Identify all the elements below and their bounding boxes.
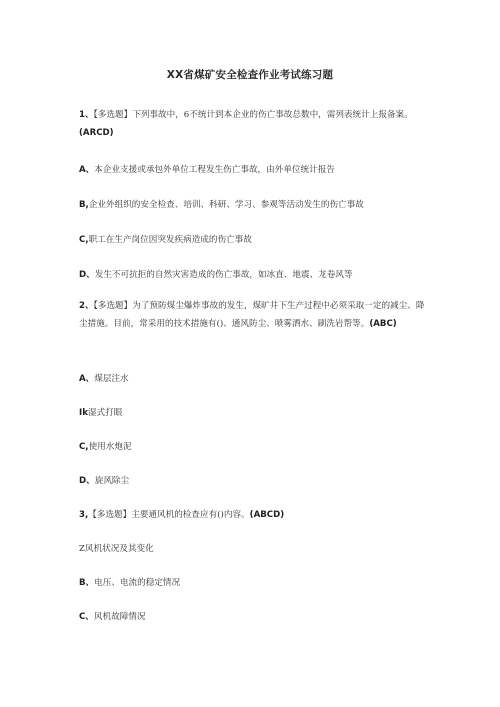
question-3-number: 3, xyxy=(79,510,89,520)
q2-option-a xyxy=(79,371,429,388)
q2-option-d-text: 旋风除尘 xyxy=(94,476,130,486)
q1-option-d-label: D、 xyxy=(79,270,95,280)
question-2-text: 【多选题】为了预防煤尘爆炸事故的发生，煤旷井下生产过程中必须采取一定的减尘、降尘措施。目前，常采用的技术措施有()、通风防尘、喷雾洒水、刷洗岩帮等。 xyxy=(79,301,425,329)
question-3-text: 【多选题】主要通风机的检查应有()内容。 xyxy=(88,510,250,520)
q3-option-b xyxy=(79,575,429,592)
question-2 xyxy=(79,298,429,333)
q3-option-b-text: 电压、电流的稳定情况 xyxy=(94,578,181,588)
q3-option-c-label: C、 xyxy=(79,612,94,622)
q2-option-b xyxy=(79,405,429,422)
q2-option-c xyxy=(79,439,429,456)
q1-option-c-label: C, xyxy=(79,235,89,245)
q3-option-a-text: Z风机状况及其变化 xyxy=(79,544,154,554)
q2-option-c-label: C, xyxy=(79,442,89,452)
q2-option-c-text: 使用水炮泥 xyxy=(88,442,132,452)
question-3-answer: (ABCD) xyxy=(249,510,285,520)
document-title: XX省煤矿安全检查作业考试练习题 xyxy=(166,69,334,81)
q1-option-a-text: 本企业支援或承包外单位工程发生伤亡事故，由外单位统计报告 xyxy=(94,165,335,175)
q1-option-b-text: 企业外组织的安全检查、培训、科研、学习、参观等活动发生的伤亡事故 xyxy=(88,200,364,210)
question-3 xyxy=(79,507,429,524)
q3-option-b-label: B、 xyxy=(79,578,95,588)
q2-option-b-text: 湿式打眼 xyxy=(87,408,123,418)
q2-option-d-label: D、 xyxy=(79,476,95,486)
q2-option-d xyxy=(79,473,429,490)
question-2-answer: (ABC) xyxy=(369,318,397,329)
q1-option-d-text: 发生不可抗拒的自然灾害造成的伤亡事故，如冰直、地震、龙卷风等 xyxy=(94,270,353,280)
q1-option-c-text: 职工在生产岗位因突发疾病造成的伤亡事故 xyxy=(88,235,252,245)
question-2-number: 2、 xyxy=(79,301,94,311)
question-1-number: 1、 xyxy=(79,110,94,120)
q2-option-b-label: Ik xyxy=(79,408,88,418)
question-1 xyxy=(79,107,429,142)
question-1-answer: (ARCD) xyxy=(79,127,114,138)
question-1-text: 【多选题】下列事故中，6不统计到本企业的伤亡事故总数中，需列表统计上报备案。 xyxy=(93,110,413,120)
q3-option-a xyxy=(79,541,429,558)
q1-option-b xyxy=(79,197,429,214)
q3-option-c-text: 风机故障情况 xyxy=(93,612,146,622)
q1-option-a xyxy=(79,162,429,179)
q1-option-b-label: B, xyxy=(79,200,89,210)
q1-option-d xyxy=(79,267,429,284)
q2-option-a-text: 煤层注水 xyxy=(94,374,129,384)
q3-option-c xyxy=(79,609,429,626)
q1-option-c xyxy=(79,232,429,249)
q1-option-a-label: A、 xyxy=(79,165,95,175)
q2-option-a-label: A、 xyxy=(79,374,95,384)
